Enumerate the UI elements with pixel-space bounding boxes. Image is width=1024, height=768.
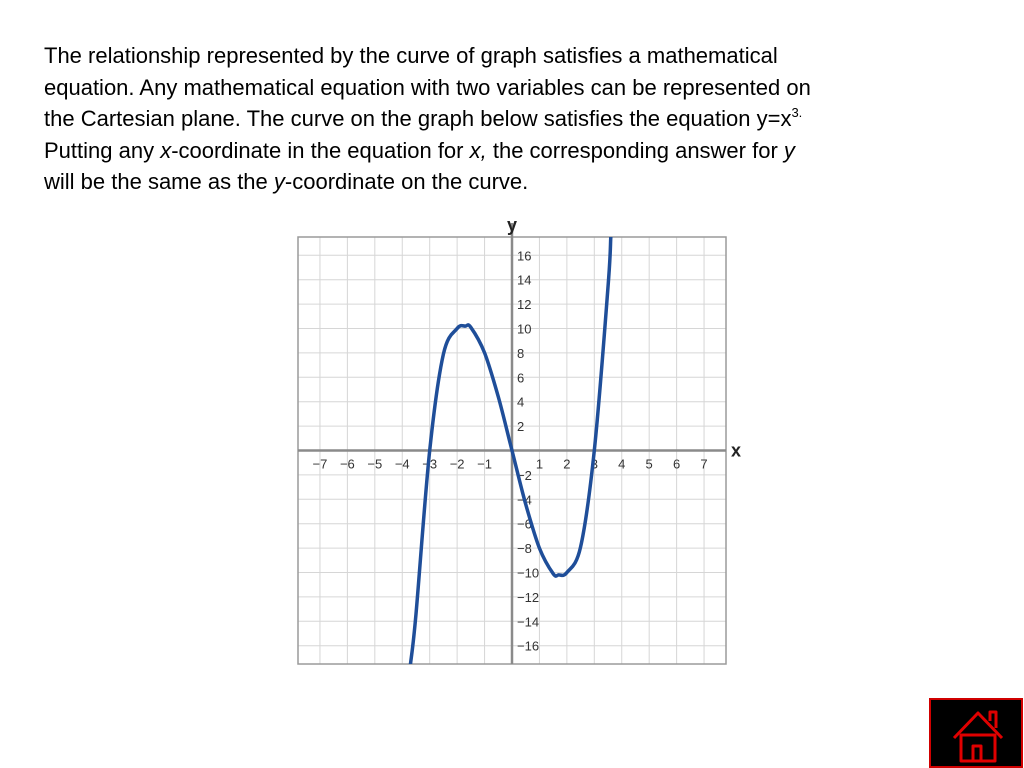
x-tick-label: −6 [339, 456, 355, 472]
x-tick-label: 4 [618, 456, 626, 472]
italic-x-2: x, [469, 137, 487, 163]
paragraph-line-5-text-a: will be the same as the [44, 169, 274, 194]
y-axis-label: y [507, 215, 518, 235]
y-tick-label: −4 [517, 492, 532, 508]
italic-y-2: y [273, 169, 285, 194]
y-tick-label: −16 [517, 638, 540, 654]
home-icon [931, 700, 1021, 766]
paragraph-line-1: The relationship represented by the curve of graph satisfies a mathematical [44, 43, 778, 68]
x-tick-label: 7 [700, 456, 708, 472]
y-tick-label: 16 [517, 248, 532, 264]
y-tick-label: −8 [517, 541, 532, 557]
exponent-superscript: 3. [791, 105, 803, 120]
paragraph-line-4-text-a: Putting any [44, 137, 161, 163]
y-tick-label: 12 [517, 297, 532, 313]
italic-y-1: y [783, 137, 795, 163]
y-tick-label: 14 [517, 272, 532, 288]
italic-x-1: x [160, 137, 172, 163]
y-tick-label: −10 [517, 565, 540, 581]
y-tick-label: −12 [517, 589, 540, 605]
y-tick-label: 6 [517, 370, 525, 386]
x-tick-label: −7 [312, 456, 328, 472]
x-tick-label: 6 [672, 456, 681, 472]
y-tick-label: 2 [517, 419, 525, 435]
paragraph-line-5-text-b: -coordinate on the curve. [284, 169, 529, 194]
y-tick-label: −6 [517, 516, 532, 532]
y-tick-label: 8 [517, 345, 525, 361]
x-axis-label: x [731, 440, 742, 461]
x-tick-label: −1 [477, 456, 492, 472]
x-tick-label: 3 [590, 456, 598, 472]
y-tick-label: 4 [517, 394, 525, 410]
x-tick-label: −4 [394, 456, 410, 472]
x-tick-label: −5 [367, 456, 383, 472]
y-tick-label: −14 [517, 614, 540, 630]
x-tick-label: 2 [563, 456, 571, 472]
x-tick-label: −3 [422, 456, 438, 472]
paragraph-line-4-text-c: the corresponding answer for [486, 137, 784, 163]
paragraph-line-2: equation. Any mathematical equation with two variables can be represented on [44, 74, 811, 100]
x-tick-label: 5 [645, 456, 653, 472]
x-tick-label: 1 [535, 456, 544, 472]
y-tick-label: 10 [517, 321, 532, 337]
home-button[interactable] [929, 698, 1023, 768]
paragraph-line-3-text: the Cartesian plane. The curve on the graph below satisfies the equation y=x [44, 106, 792, 131]
y-tick-label: −2 [517, 467, 532, 483]
paragraph-line-4-text-b: -coordinate in the equation for [171, 137, 470, 163]
x-tick-label: −2 [449, 456, 465, 472]
